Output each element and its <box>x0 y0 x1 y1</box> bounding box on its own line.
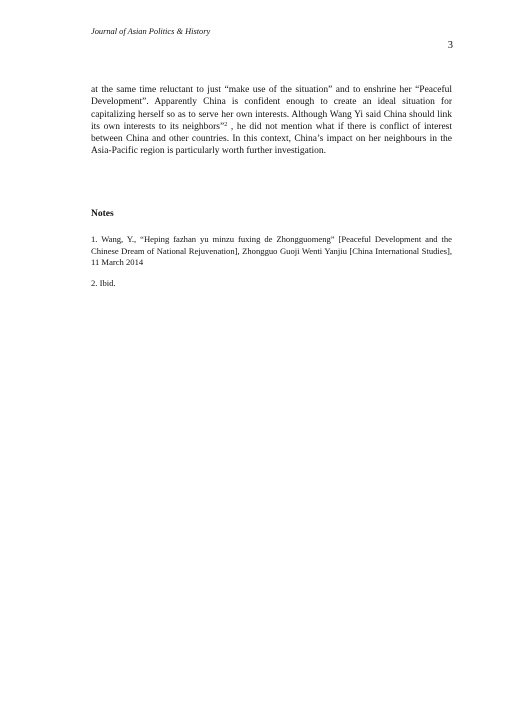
body-paragraph-text-part1: at the same time reluctant to just “make use of the situation” and to enshrine her “Peaceful Development”. Apparently China is confident enough to create an ideal situation for capitalizing herself so as to serve her own interests. Although Wang Yi said China should link its own interests to its neighbors” <box>91 85 452 132</box>
notes-heading: Notes <box>91 209 114 219</box>
note-item-1: 1. Wang, Y., “Heping fazhan yu minzu fuxing de Zhongguomeng” [Peaceful Development and the Chinese Dream of National Rejuvenation], Zhongguo Guoji Wenti Yanjiu [China International Studies], 11 March 2014 <box>91 234 452 268</box>
body-paragraph-text-part2: , he did not mention what if there is conflict of interest between China and other countries. In this context, China’s impact on her neighbours in the Asia-Pacific region is particularly worth further investigation. <box>91 121 452 157</box>
page-number: 3 <box>447 40 453 51</box>
footnote-reference: 2 <box>224 121 228 128</box>
note-item-2: 2. Ibid. <box>91 278 116 288</box>
running-header-journal-title: Journal of Asian Politics & History <box>91 27 211 36</box>
body-paragraph <box>91 84 452 158</box>
